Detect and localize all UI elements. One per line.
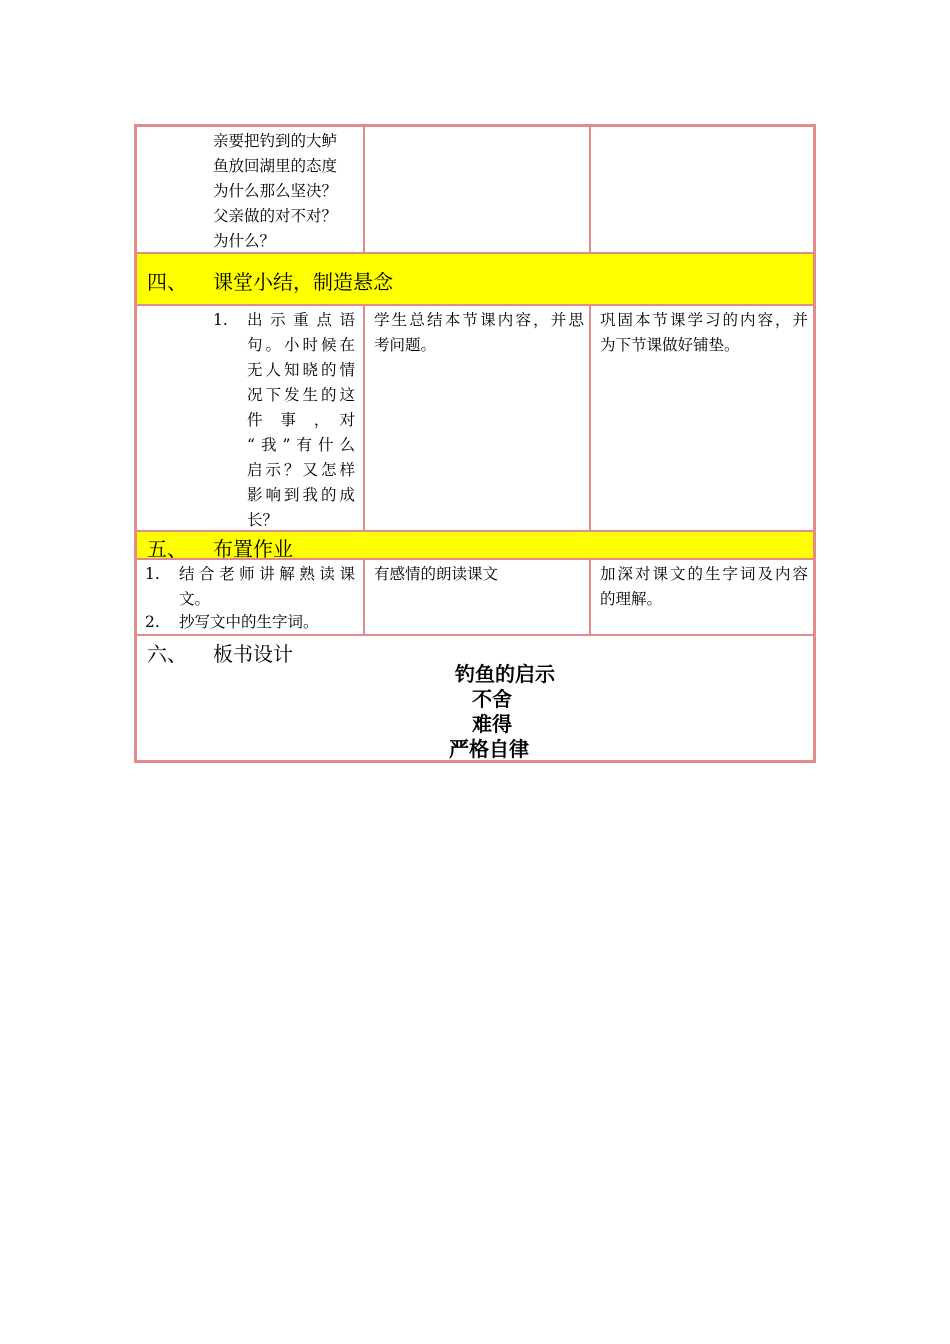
design-purpose-cell (590, 559, 814, 635)
board-line: 严格自律 (449, 737, 529, 761)
board-line: 钓鱼的启示 (455, 662, 555, 686)
section-number: 六、 (147, 642, 187, 666)
list-number: 1. (145, 565, 160, 583)
section-number: 四、 (147, 270, 187, 294)
text-line: 件 事 ， 对 (247, 411, 355, 429)
text-line: 抄写文中的生字词。 (179, 613, 319, 631)
teacher-activity-cell (136, 126, 364, 253)
text-line: 的理解。 (600, 590, 663, 608)
text-line: 启示？又怎样 (247, 461, 355, 479)
text-line: 鱼放回湖里的态度 (213, 157, 338, 175)
text-line: 句。小时候在 (247, 336, 355, 354)
section-title: 布置作业 (213, 537, 293, 561)
text-line: 无人知晓的情 (247, 361, 355, 379)
text-line: “我”有什么 (247, 436, 355, 454)
text-line: 为什么那么坚决？ (213, 182, 338, 200)
text-line: 亲要把钓到的大鲈 (213, 132, 338, 150)
student-activity-cell (364, 305, 590, 531)
text-line: 加深对课文的生字词及内容 (600, 565, 808, 583)
table-row (136, 126, 814, 253)
board-line: 不舍 (472, 687, 512, 711)
section-title: 板书设计 (213, 642, 293, 666)
table-row (136, 559, 814, 635)
list-number: 1. (213, 311, 228, 329)
student-activity-cell (364, 559, 590, 635)
design-purpose-cell (590, 305, 814, 531)
teacher-activity-cell (136, 559, 364, 635)
text-line: 父亲做的对不对？ (213, 207, 338, 225)
text-line: 有感情的朗读课文 (374, 565, 499, 583)
text-line: 文。 (179, 590, 211, 608)
board-line: 难得 (472, 712, 512, 736)
teacher-activity-cell (136, 305, 364, 531)
student-activity-cell (364, 126, 590, 253)
section-header (136, 531, 814, 559)
text-line: 长？ (247, 511, 279, 529)
lesson-plan-table (134, 124, 816, 763)
text-line: 出示重点语 (247, 311, 355, 329)
section-number: 五、 (147, 537, 187, 561)
section-header (136, 253, 814, 305)
text-line: 考问题。 (374, 336, 437, 354)
text-line: 影响到我的成 (247, 486, 355, 504)
text-line: 结合老师讲解熟读课 (179, 565, 355, 583)
section-title: 课堂小结，制造悬念 (213, 270, 393, 294)
list-number: 2. (145, 613, 160, 631)
board-design-section (136, 635, 814, 761)
text-line: 巩固本节课学习的内容，并 (600, 311, 808, 329)
text-line: 况下发生的这 (247, 386, 355, 404)
text-line: 为什么？ (213, 232, 276, 250)
text-line: 学生总结本节课内容，并思 (374, 311, 584, 329)
design-purpose-cell (590, 126, 814, 253)
text-line: 为下节课做好铺垫。 (600, 336, 740, 354)
table-row (136, 305, 814, 531)
